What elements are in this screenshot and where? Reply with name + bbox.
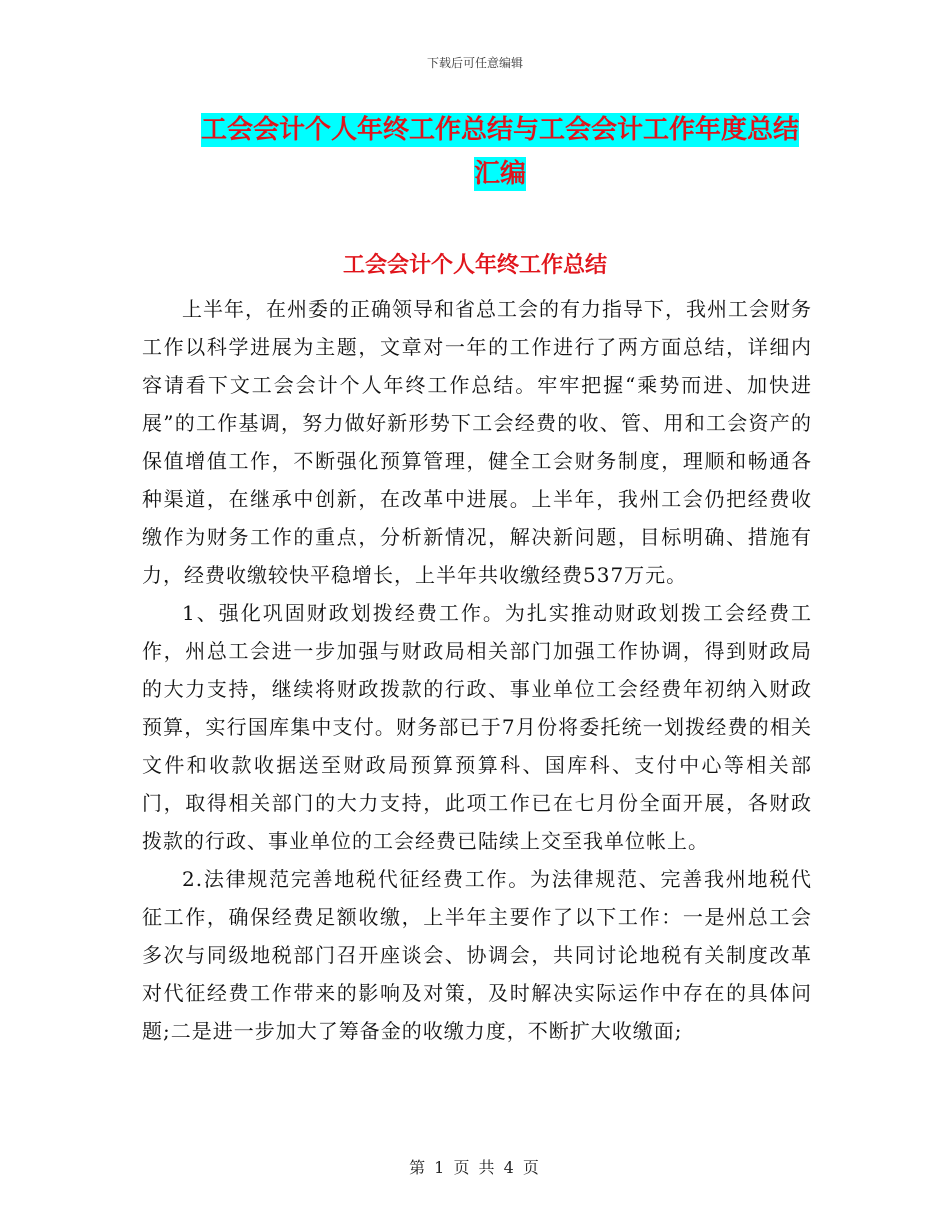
title-line-2: 汇编 bbox=[473, 159, 526, 189]
title-line-1: 工会会计个人年终工作总结与工会会计工作年度总结 bbox=[200, 115, 799, 145]
document-title bbox=[150, 108, 850, 196]
section-title: 工会会计个人年终工作总结 bbox=[342, 253, 607, 278]
header-note: 下载后可任意编辑 bbox=[426, 56, 523, 70]
document-body bbox=[142, 290, 812, 1050]
paragraph: 1、强化巩固财政划拨经费工作。为扎实推动财政划拨工会经费工作，州总工会进一步加强与财政局相关部门加强工作协调，得到财政局的大力支持，继续将财政拨款的行政、事业单位工会经费年初纳入财政预算，实行国库集中支付。财务部已于7月份将委托统一划拨经费的相关文件和收款收据送至财政局预算预算科、国库科、支付中心等相关部门，取得相关部门的大力支持，此项工作已在七月份全面开展，各财政拨款的行政、事业单位的工会经费已陆续上交至我单位帐上。 bbox=[142, 601, 812, 853]
page-number: 第 1 页 共 4 页 bbox=[409, 1158, 541, 1177]
paragraph: 2.法律规范完善地税代征经费工作。为法律规范、完善我州地税代征工作，确保经费足额收缴，上半年主要作了以下工作：一是州总工会多次与同级地税部门召开座谈会、协调会，共同讨论地税有关制度改革对代征经费工作带来的影响及对策，及时解决实际运作中存在的具体问题;二是进一步加大了筹备金的收缴力度，不断扩大收缴面; bbox=[142, 867, 812, 1043]
paragraph: 上半年，在州委的正确领导和省总工会的有力指导下，我州工会财务工作以科学进展为主题，文章对一年的工作进行了两方面总结，详细内容请看下文工会会计个人年终工作总结。牢牢把握“乘势而进、加快进展”的工作基调，努力做好新形势下工会经费的收、管、用和工会资产的保值增值工作，不断强化预算管理，健全工会财务制度，理顺和畅通各种渠道，在继承中创新，在改革中进展。上半年，我州工会仍把经费收缴作为财务工作的重点，分析新情况，解决新问题，目标明确、措施有力，经费收缴较快平稳增长，上半年共收缴经费537万元。 bbox=[142, 297, 812, 587]
